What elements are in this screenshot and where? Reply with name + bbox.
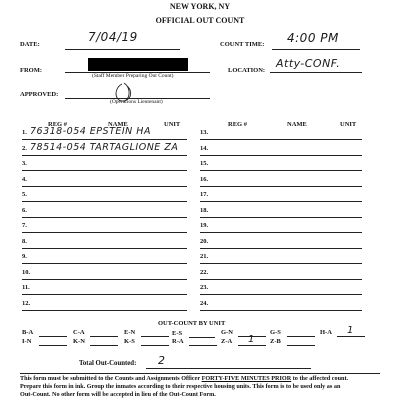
unit-line bbox=[287, 345, 315, 346]
left-row-number: 11. bbox=[22, 284, 30, 291]
total-label: Total Out-Counted: bbox=[79, 360, 137, 367]
from-caption: (Staff Member Preparing Out Count) bbox=[92, 73, 174, 79]
count-time-label: COUNT TIME: bbox=[220, 41, 265, 48]
left-header-name: NAME bbox=[108, 121, 128, 128]
count-time-value: 4:00 PM bbox=[287, 31, 339, 45]
date-line bbox=[65, 49, 180, 50]
left-row-line bbox=[22, 232, 187, 233]
left-row-number: 5. bbox=[22, 191, 27, 198]
footer-deadline: FORTY-FIVE MINUTES PRIOR bbox=[201, 375, 292, 382]
right-header-name: NAME bbox=[287, 121, 307, 128]
unit-label: G-N bbox=[221, 329, 233, 336]
unit-label: R-A bbox=[172, 338, 184, 345]
unit-label: E-N bbox=[124, 329, 136, 336]
right-row-number: 23. bbox=[200, 284, 209, 291]
left-row-line bbox=[22, 170, 187, 171]
left-row-line bbox=[22, 248, 187, 249]
date-label: DATE: bbox=[20, 41, 40, 48]
unit-line bbox=[39, 345, 67, 346]
header-location: NEW YORK, NY bbox=[169, 2, 231, 11]
unit-line bbox=[287, 336, 315, 337]
right-row-number: 15. bbox=[200, 160, 209, 167]
approved-label: APPROVED: bbox=[20, 91, 59, 98]
unit-label: B-A bbox=[22, 329, 34, 336]
left-row-number: 8. bbox=[22, 237, 27, 245]
unit-count: 1 bbox=[347, 325, 354, 336]
left-row-line bbox=[22, 263, 187, 264]
footer-line-3: Out-Count. No other form will be accepted in lieu of the Out-Count Form. bbox=[20, 391, 216, 398]
unit-line bbox=[141, 336, 169, 337]
left-row-line bbox=[22, 186, 187, 187]
left-row-entry: 78514-054 TARTAGLIONE ZA bbox=[30, 141, 179, 153]
unit-line bbox=[90, 336, 118, 337]
left-row-line bbox=[22, 279, 187, 280]
right-row-line bbox=[200, 155, 362, 156]
unit-line bbox=[141, 345, 169, 346]
unit-label: I-N bbox=[22, 338, 32, 345]
left-header-unit: UNIT bbox=[164, 121, 181, 128]
approved-caption: (Operations Lieutenant) bbox=[110, 99, 163, 105]
right-row-line bbox=[200, 279, 362, 280]
left-row-number: 6. bbox=[22, 206, 27, 214]
left-row-line bbox=[22, 155, 187, 156]
right-row-number: 17. bbox=[200, 191, 209, 198]
right-row-line bbox=[200, 139, 362, 140]
unit-label: G-S bbox=[270, 329, 281, 336]
right-row-line bbox=[200, 170, 362, 171]
from-label: FROM: bbox=[20, 67, 43, 74]
location-value: Atty-CONF. bbox=[276, 57, 341, 70]
unit-label: Z-B bbox=[270, 338, 281, 345]
footer-divider bbox=[20, 373, 380, 374]
unit-label: K-S bbox=[124, 338, 135, 345]
footer-notice bbox=[20, 375, 382, 399]
left-row-line bbox=[22, 294, 187, 295]
footer-line-1 bbox=[20, 375, 382, 383]
right-row-number: 21. bbox=[200, 253, 209, 260]
left-row-line bbox=[22, 310, 187, 311]
left-row-line bbox=[22, 139, 187, 140]
right-row-number: 18. bbox=[200, 206, 209, 214]
right-header-reg: REG # bbox=[228, 121, 247, 128]
right-row-line bbox=[200, 248, 362, 249]
left-row-entry: 76318-054 EPSTEIN HA bbox=[30, 126, 151, 137]
left-row-number: 7. bbox=[22, 222, 27, 229]
unit-label: H-A bbox=[320, 329, 332, 336]
left-row-line bbox=[22, 201, 187, 202]
left-row-number: 1. bbox=[22, 129, 27, 136]
unit-label: Z-A bbox=[221, 338, 233, 345]
unit-label: K-N bbox=[73, 338, 85, 345]
right-row-line bbox=[200, 217, 362, 218]
right-row-number: 16. bbox=[200, 175, 209, 183]
unit-line bbox=[189, 345, 217, 346]
right-row-number: 13. bbox=[200, 129, 209, 136]
right-row-line bbox=[200, 263, 362, 264]
right-row-line bbox=[200, 232, 362, 233]
footer-line-2: Prepare this form in ink. Group the inmates according to their respective housing units. This form is to be used only as an bbox=[20, 383, 341, 390]
footer-line-1c: to the affected count. bbox=[291, 375, 349, 382]
left-row-number: 12. bbox=[22, 299, 31, 307]
unit-label: E-S bbox=[172, 330, 183, 337]
right-header-unit: UNIT bbox=[340, 121, 357, 128]
out-count-title: OUT-COUNT BY UNIT bbox=[158, 320, 226, 327]
right-row-number: 14. bbox=[200, 144, 209, 152]
location-line bbox=[270, 72, 362, 73]
right-row-number: 20. bbox=[200, 237, 209, 245]
redaction-block bbox=[88, 58, 188, 71]
unit-line bbox=[39, 336, 67, 337]
right-row-number: 19. bbox=[200, 222, 209, 229]
left-row-line bbox=[22, 217, 187, 218]
unit-count: 1 bbox=[248, 334, 255, 345]
left-row-number: 9. bbox=[22, 253, 27, 260]
left-row-number: 3. bbox=[22, 160, 27, 167]
form-title: OFFICIAL OUT COUNT bbox=[155, 16, 245, 25]
unit-line bbox=[90, 345, 118, 346]
right-row-number: 24. bbox=[200, 299, 209, 307]
date-value: 7/04/19 bbox=[88, 30, 138, 44]
right-row-line bbox=[200, 310, 362, 311]
right-row-number: 22. bbox=[200, 268, 209, 276]
total-line bbox=[146, 368, 311, 369]
unit-line bbox=[189, 337, 215, 338]
right-row-line bbox=[200, 294, 362, 295]
right-row-line bbox=[200, 201, 362, 202]
unit-line bbox=[238, 345, 266, 346]
total-value: 2 bbox=[158, 354, 166, 367]
left-row-number: 2. bbox=[22, 144, 27, 152]
footer-line-1a: This form must be submitted to the Counts and Assignments Officer bbox=[20, 375, 202, 382]
unit-line bbox=[337, 336, 365, 337]
left-row-number: 10. bbox=[22, 268, 31, 276]
left-row-number: 4. bbox=[22, 175, 27, 183]
right-row-line bbox=[200, 186, 362, 187]
count-time-line bbox=[272, 49, 360, 50]
location-label: LOCATION: bbox=[228, 67, 266, 74]
unit-label: C-A bbox=[73, 329, 85, 336]
left-header-reg: REG # bbox=[48, 121, 67, 128]
